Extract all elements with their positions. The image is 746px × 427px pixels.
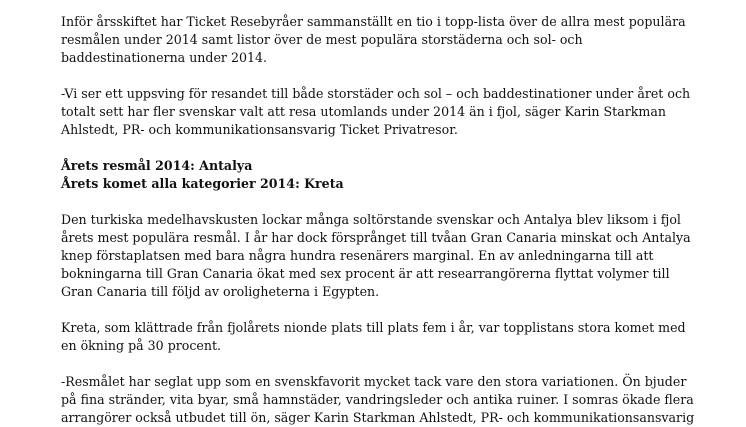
- intro-paragraph: Inför årsskiftet har Ticket Resebyråer sammanställt en tio i topp-lista över de allra mest populära resmålen under 2014 samt listor över de mest populära storstäderna och sol- och baddestinationerna under 2014.: [61, 14, 686, 65]
- heading-komet: Årets komet alla kategorier 2014: Kreta: [61, 176, 344, 191]
- antalya-paragraph: Den turkiska medelhavskusten lockar många soltörstande svenskar och Antalya blev liksom i fjol årets mest populära resmål. I år har dock försprånget till tvåan Gran Canaria minskat och Antalya knep förstaplatsen med bara några hundra resenärers marginal. En av anledningarna till att bokningarna till Gran Canaria ökat med sex procent är att researrangörerna flyttat volymer till Gran Canaria till följd av oroligheterna i Egypten.: [61, 212, 691, 299]
- quote-paragraph-1: -Vi ser ett uppsving för resandet till både storstäder och sol – och baddestinationer under året och totalt sett har fler svenskar valt att resa utomlands under 2014 än i fjol, säger Karin Starkman Ahlstedt, PR- och kommunikationsansvarig Ticket Privatresor.: [61, 86, 691, 137]
- quote-paragraph-2: -Resmålet har seglat upp som en svenskfavorit mycket tack vare den stora variationen. Ön bjuder på fina stränder, vita byar, små hamnstäder, vandringsleder och antika ruiner. I somras ökade flera arrangörer också utbudet till ön, säger Karin Starkman Ahlstedt, PR- och kommunikationsansvarig: [61, 374, 695, 425]
- heading-resmal: Årets resmål 2014: Antalya: [61, 158, 253, 173]
- kreta-paragraph: Kreta, som klättrade från fjolårets nionde plats till plats fem i år, var topplistans stora komet med en ökning på 30 procent.: [61, 320, 686, 353]
